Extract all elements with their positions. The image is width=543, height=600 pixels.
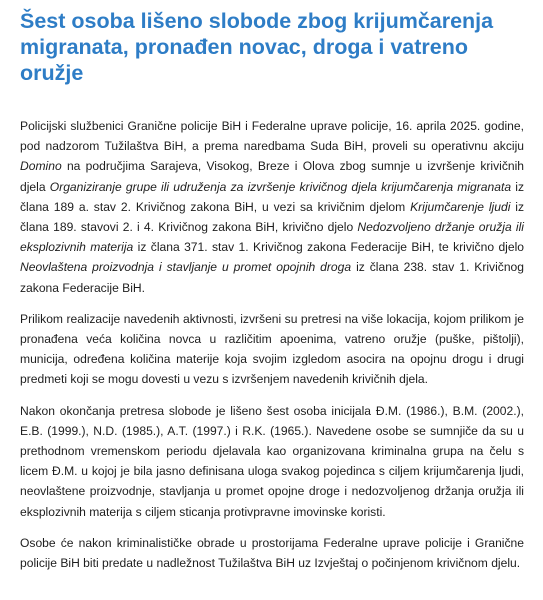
text-run: iz člana 189 a. stav 2. Krivičnog zakona BiH, u vezi sa krivičnim djelom: [20, 179, 524, 214]
article-paragraph: [20, 309, 524, 390]
text-run: Prilikom realizacije navedenih aktivnosti, izvršeni su pretresi na više lokacija, kojom prilikom je pronađena veća količina novca u različitim apoenima, vatreno oružje (puške, pištolji), municija, određena količina materije koja svojim izgledom asocira na opojnu drogu i drugi predmeti koji se mogu dovesti u vezu s izvršenjem navedenih krivičnih djela.: [20, 311, 524, 387]
article-headline: Šest osoba lišeno slobode zbog krijumčarenja migranata, pronađen novac, droga i vatreno oružje: [20, 9, 494, 85]
italic-run: Organiziranje grupe ili udruženja za izvršenje krivičnog djela krijumčarenja migranata: [49, 179, 512, 194]
article-body: [20, 116, 524, 573]
news-article: [20, 8, 524, 584]
italic-run: Neovlaštena proizvodnja i stavljanje u promet opojnih droga: [20, 260, 352, 275]
article-paragraph: [20, 401, 524, 522]
text-run: Nakon okončanja pretresa slobode je lišeno šest osoba inicijala Đ.M. (1986.), B.M. (2002.), E.B. (1999.), N.D. (1985.), A.T. (1997.) i R.K. (1965.). Navedene osobe se sumnjiče da su u prethodnom vremenskom periodu djelavala kao organizovana kriminalna grupa na čelu s licem Đ.M. u kojoj je bila jasno definisana uloga svakog pojedinca s ciljem krijumčarenja ljudi, neovlaštene proizvodnje, stavljanja u promet opojne droge i nedozvoljenog držanja oružja ili eksplozivnih materija s ciljem sticanja protivpravne imovinske koristi.: [20, 403, 524, 519]
text-run: iz člana 238. stav 1. Krivičnog zakona Federacije BiH.: [20, 260, 524, 295]
text-run: na područjima Sarajeva, Visokog, Breze i Olova zbog sumnje u izvršenje krivičnih djela: [20, 159, 524, 194]
text-run: iz člana 371. stav 1. Krivičnog zakona Federacije BiH, te krivično djelo: [133, 240, 524, 255]
text-run: iz člana 189. stavovi 2. i 4. Krivičnog zakona BiH, krivično djelo: [20, 199, 524, 235]
italic-run: Domino: [20, 159, 62, 174]
article-paragraph: [20, 533, 524, 573]
italic-run: Krijumčarenje ljudi: [410, 199, 511, 214]
article-paragraph: [20, 116, 524, 298]
text-run: Osobe će nakon kriminalističke obrade u prostorijama Federalne uprave policije i Granične policije BiH biti predate u nadležnost Tužilaštva BiH uz Izvještaj o počinjenom krivičnom djelu.: [20, 535, 524, 571]
text-run: Policijski službenici Granične policije BiH i Federalne uprave policije, 16. aprila 2025. godine, pod nadzorom Tužilaštva BiH, a prema naredbama Suda BiH, proveli su operativnu akciju: [20, 119, 524, 154]
italic-run: Nedozvoljeno držanje oružja ili eksplozivnih materija: [20, 220, 524, 255]
